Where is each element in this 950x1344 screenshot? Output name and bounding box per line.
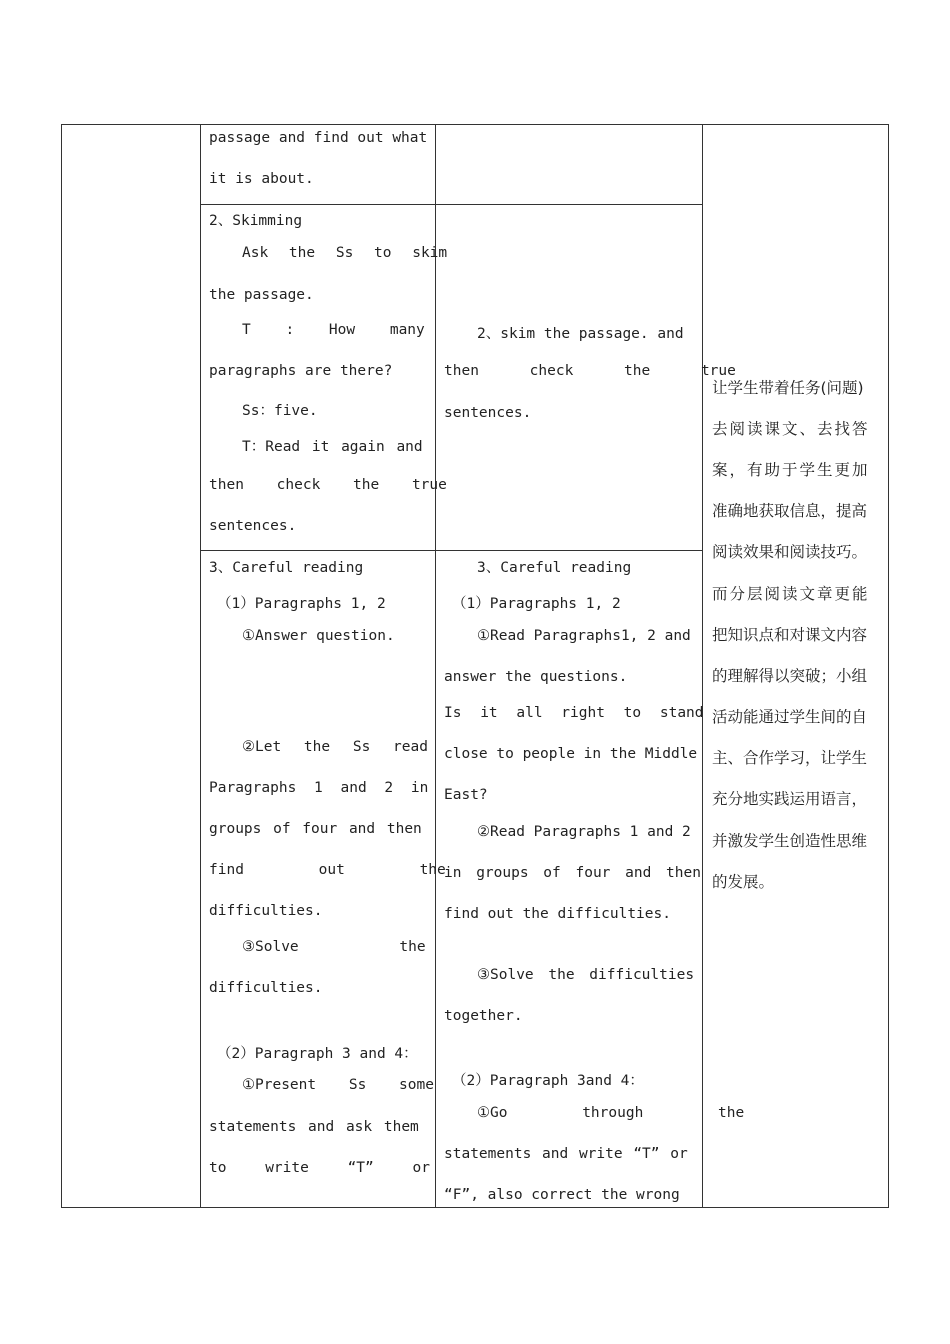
text-line: in groups of four and then — [444, 865, 701, 881]
text-line: 让学生带着任务(问题) — [712, 379, 864, 397]
text-line: paragraphs are there? — [209, 363, 393, 379]
text-line: T : How many — [242, 322, 425, 338]
text-line: statements and write “T” or — [444, 1146, 688, 1162]
text-line: ①Present Ss some — [242, 1077, 434, 1093]
text-line — [209, 130, 426, 146]
text-line: ③Solve the — [242, 939, 426, 955]
design-rationale-column — [712, 0, 882, 1344]
text-line: close to people in the Middle — [444, 746, 698, 762]
subsection-heading: （1）Paragraphs 1, 2 — [217, 596, 386, 612]
text-line: then check the true — [209, 477, 447, 493]
text-line: Ss：five. — [242, 403, 318, 419]
text-line: then check the true — [444, 363, 736, 379]
text-line: statements and ask them — [209, 1119, 419, 1135]
text-line: ③Solve the difficulties — [477, 967, 695, 983]
text-line: 充分地实践运用语言， — [712, 790, 868, 808]
text-line: ②Let the Ss read — [242, 739, 428, 755]
subsection-heading: （2）Paragraph 3 and 4： — [217, 1046, 418, 1062]
text-line: 案，有助于学生更加 — [712, 461, 870, 479]
text-line: ①Answer question. — [242, 628, 395, 644]
text-line: 的理解得以突破；小组 — [712, 667, 868, 685]
subsection-heading: （2）Paragraph 3and 4： — [452, 1073, 644, 1089]
text-line: answer the questions. — [444, 669, 628, 685]
text-line: difficulties. — [209, 903, 323, 919]
section-heading: 2、Skimming — [209, 213, 303, 229]
text: passage and find out what — [209, 130, 428, 146]
section-heading: 3、Careful reading — [209, 560, 364, 576]
text-line: Is it all right to stand — [444, 705, 704, 721]
text-line: 的发展。 — [712, 873, 775, 891]
text-line: 把知识点和对课文内容 — [712, 626, 868, 644]
text-line: 阅读效果和阅读技巧。 — [712, 543, 868, 561]
text-line: East? — [444, 787, 488, 803]
text-line: 2、skim the passage. and — [477, 326, 684, 342]
text-line: 而分层阅读文章更能 — [712, 585, 870, 603]
subsection-heading: （1）Paragraphs 1, 2 — [452, 596, 621, 612]
text-line: 并激发学生创造性思维 — [712, 832, 868, 850]
text-line: 活动能通过学生间的自 — [712, 708, 868, 726]
text-line: ①Read Paragraphs1, 2 and — [477, 628, 691, 644]
text-line: Paragraphs 1 and 2 in — [209, 780, 429, 796]
text-line: together. — [444, 1008, 523, 1024]
text-line: “F”, also correct the wrong — [444, 1187, 680, 1203]
text-line: 主、合作学习，让学生 — [712, 749, 868, 767]
column-divider — [435, 124, 436, 1208]
text-line: find out the — [209, 862, 446, 878]
text-line: difficulties. — [209, 980, 323, 996]
text-line: find out the difficulties. — [444, 906, 671, 922]
teacher-activity-column — [209, 0, 448, 1344]
text-line: ①Go through the — [477, 1105, 745, 1121]
text-line: 准确地获取信息，提高 — [712, 502, 868, 520]
column-divider — [200, 124, 201, 1208]
text-line: it is about. — [209, 171, 314, 187]
text-line: the passage. — [209, 287, 314, 303]
text-line: groups of four and then — [209, 821, 422, 837]
text-line: ②Read Paragraphs 1 and 2 — [477, 824, 691, 840]
text-line: sentences. — [444, 405, 532, 421]
text-line: Ask the Ss to skim — [242, 245, 448, 261]
text-line: to write “T” or — [209, 1160, 430, 1176]
text-line: 去阅读课文、去找答 — [712, 420, 870, 438]
text-line: T：Read it again and — [242, 439, 423, 455]
section-heading: 3、Careful reading — [477, 560, 632, 576]
column-divider — [702, 124, 703, 1208]
text-line: sentences. — [209, 518, 297, 534]
